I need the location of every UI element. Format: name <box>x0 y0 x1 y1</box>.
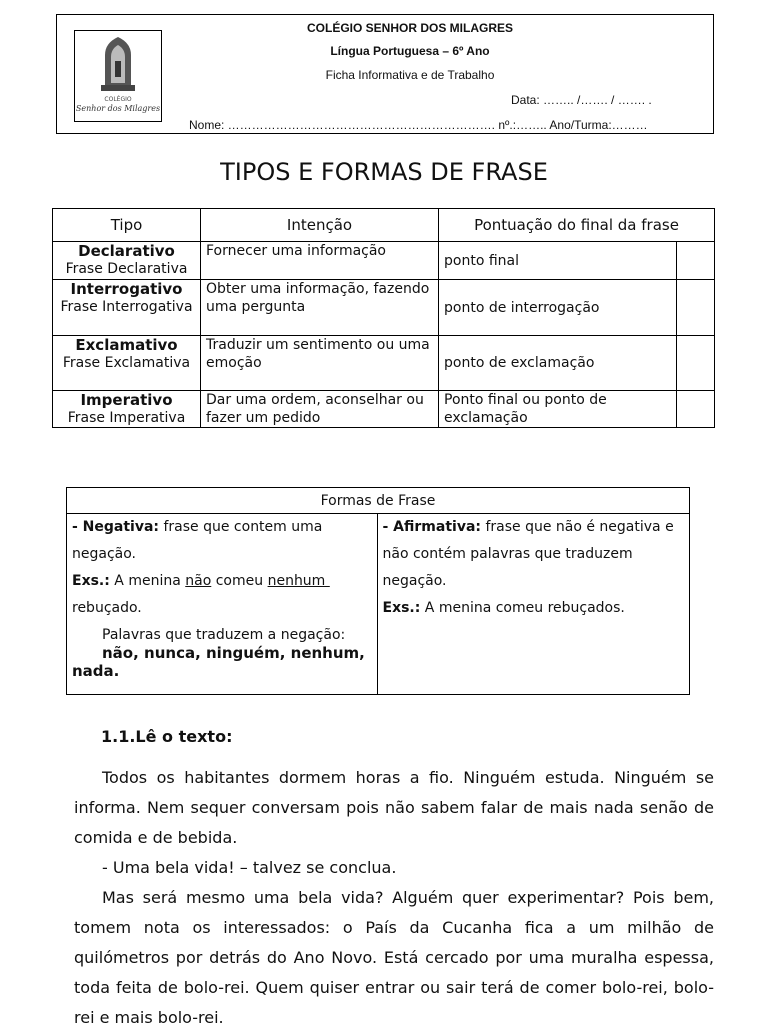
tipo-cell <box>53 242 201 280</box>
table-header-row <box>53 209 715 242</box>
ex-text: comeu <box>211 573 268 589</box>
pontuacao-cell: ponto final <box>439 242 677 280</box>
pontuacao-cell: ponto de exclamação <box>439 336 677 391</box>
col-tipo: Tipo <box>53 209 201 242</box>
paragraph: Mas será mesmo uma bela vida? Alguém quer experimentar? Pois bem, tomem nota os interessados: o País da Cucanha fica a um milhão de quilómetros por detrás do Ano Novo. Está cercado por uma muralha espessa, toda feita de bolo-rei. Quem quiser entrar ou sair terá de comer bolo-rei, bolo-rei e mais bolo-rei. <box>74 888 714 1027</box>
page-title: TIPOS E FORMAS DE FRASE <box>220 158 548 186</box>
exs-label: Exs.: <box>72 573 110 589</box>
col-intencao: Intenção <box>201 209 439 242</box>
afirmativa-label: - Afirmativa: <box>382 519 481 535</box>
palavras-list: não, nunca, ninguém, nenhum, nada. <box>72 644 365 680</box>
tipo-sub: Frase Imperativa <box>67 410 186 426</box>
empty-cell <box>677 336 715 391</box>
ex-text: rebuçado. <box>72 600 142 616</box>
negativa-label: - Negativa: <box>72 519 160 535</box>
ex-nenhum: nenhum <box>267 573 330 589</box>
table-row <box>53 280 715 336</box>
formas-title: Formas de Frase <box>67 488 690 514</box>
empty-cell <box>677 391 715 428</box>
tipo-name: Declarativo <box>78 242 175 260</box>
intencao-cell: Obter uma informação, fazendo uma pergunta <box>201 280 439 336</box>
school-name: COLÉGIO SENHOR DOS MILAGRES <box>306 21 513 35</box>
tipo-cell <box>53 280 201 336</box>
afirmativa-def-text: frase que não é negativa e não contém palavras que traduzem negação. <box>382 519 674 589</box>
table-row <box>53 242 715 280</box>
tipo-sub: Frase Exclamativa <box>62 355 191 371</box>
tipos-table <box>52 208 715 428</box>
section-heading: 1.1.Lê o texto: <box>101 727 233 746</box>
table-row <box>53 336 715 391</box>
logo-script-text: Senhor dos Milagres <box>75 104 161 113</box>
school-logo <box>74 30 162 122</box>
logo-small-text: COLÉGIO <box>104 96 132 103</box>
tipo-cell <box>53 391 201 428</box>
afirmativa-example <box>383 595 685 622</box>
formas-row <box>67 514 690 695</box>
ex-text: A menina <box>109 573 186 589</box>
crest-icon <box>75 31 161 121</box>
formas-table <box>66 487 690 695</box>
reading-text <box>74 763 714 1033</box>
negativa-cell <box>67 514 378 695</box>
paragraph: - Uma bela vida! – talvez se conclua. <box>102 858 397 877</box>
date-field: Data: …….. /……. / ……. . <box>511 93 652 107</box>
paragraph: Todos os habitantes dormem horas a fio. Ninguém estuda. Ninguém se informa. Nem sequer conversam pois não sabem falar de mais nada senão de comida e de bebida. <box>74 768 714 847</box>
tipo-sub: Frase Interrogativa <box>60 299 193 315</box>
afirmativa-def <box>383 514 685 595</box>
intencao-cell: Traduzir um sentimento ou uma emoção <box>201 336 439 391</box>
negativa-example <box>72 568 372 622</box>
name-field: Nome: …………………………………………………………. nº.:…….. Ano/Turma:……… <box>189 118 648 132</box>
palavras-intro: Palavras que traduzem a negação: <box>102 627 346 643</box>
ex-text: A menina comeu rebuçados. <box>420 600 625 616</box>
empty-cell <box>677 242 715 280</box>
col-pontuacao: Pontuação do final da frase <box>439 209 715 242</box>
afirmativa-cell <box>377 514 690 695</box>
intencao-cell: Fornecer uma informação <box>201 242 439 280</box>
empty-cell <box>677 280 715 336</box>
negativa-def-text: frase que contem uma negação. <box>72 519 323 562</box>
intencao-cell: Dar uma ordem, aconselhar ou fazer um pedido <box>201 391 439 428</box>
subject: Língua Portuguesa – 6º Ano <box>330 44 490 58</box>
tipo-name: Imperativo <box>80 391 173 409</box>
pontuacao-cell: ponto de interrogação <box>439 280 677 336</box>
exs-label: Exs.: <box>382 600 421 616</box>
tipo-cell <box>53 336 201 391</box>
sheet-type: Ficha Informativa e de Trabalho <box>325 68 495 82</box>
table-row <box>53 391 715 428</box>
tipo-name: Interrogativo <box>70 280 183 298</box>
tipo-name: Exclamativo <box>75 336 178 354</box>
tipo-sub: Frase Declarativa <box>65 261 188 277</box>
negativa-def <box>72 514 372 568</box>
ex-nao: não <box>185 573 212 589</box>
pontuacao-cell: Ponto final ou ponto de exclamação <box>439 391 677 428</box>
